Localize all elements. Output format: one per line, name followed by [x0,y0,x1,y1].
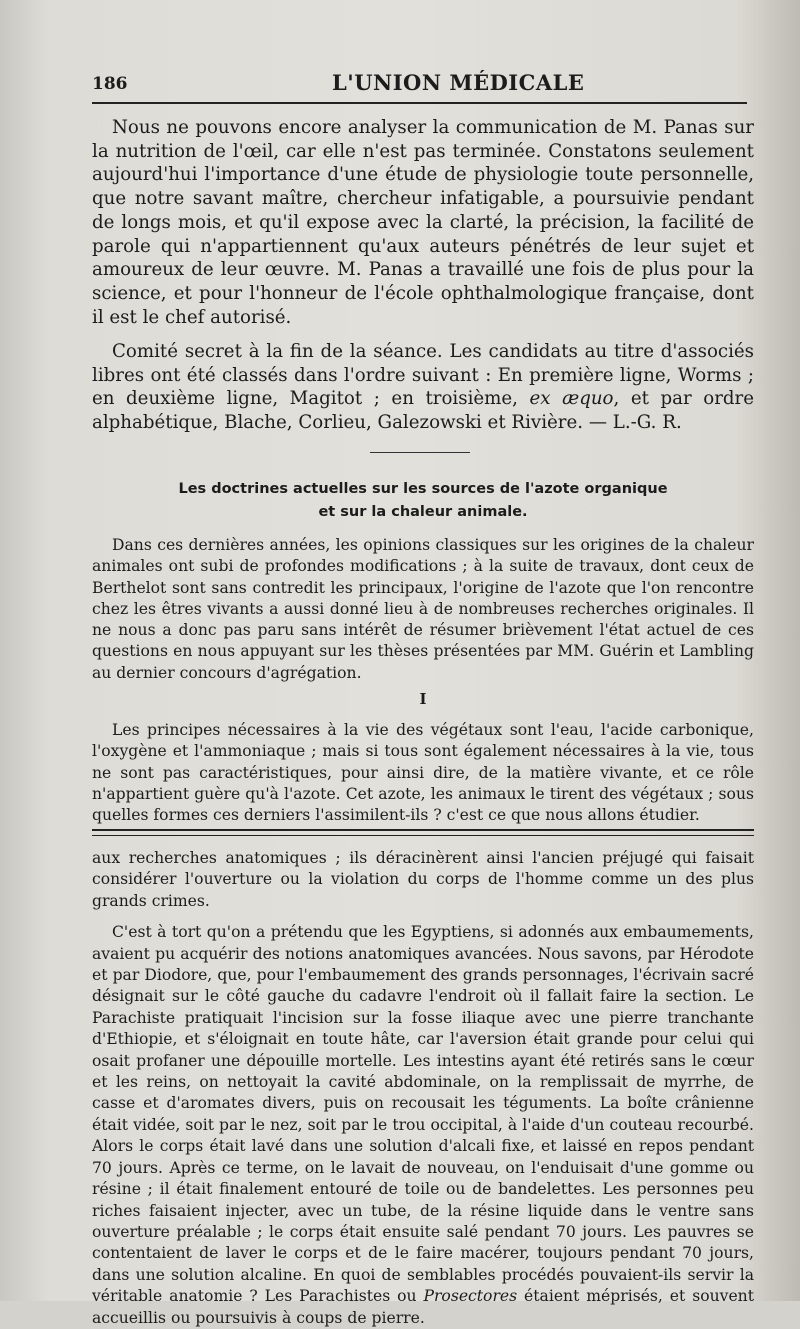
feuilleton-paragraph-2 [92,922,754,1329]
comite-italic: ex æquo [529,388,614,410]
page-header [92,70,747,100]
feuilleton-p2-text-after: étaient méprisés, et souvent accueillis ou poursuivis à coups de pierre. [92,1287,754,1327]
feuilleton-p2-italic: Prosectores [423,1287,518,1306]
feuilleton-section [92,848,754,1329]
article-intro [92,535,754,684]
feuilleton-p2-text-before: C'est à tort qu'on a prétendu que les Egyptiens, si adonnés aux embaumements, avaient pu acquérir des notions anatomiques avancées. Nous savons, par Hérodote et par Diodore, que, pour l'embaumement des grands personnages, l'écrivain sacré désignait sur le côté gauche du cadavre l'endroit où il fallait faire la section. Le Parachiste pratiquait l'incision sur la fosse iliaque avec une pierre tranchante d'Ethiopie, et s'éloignait en toute hâte, car l'aversion était grande pour celui qui osait profaner une dépouille mortelle. Les intestins ayant été retirés sans le cœur et les reins, on nettoyait la cavité abdominale, on la remplissait de myrrhe, de casse et d'aromates divers, puis on recousait les téguments. La boîte crânienne était vidée, soit par le nez, soit par le trou occipital, à l'aide d'un couteau recourbé. Alors le corps était lavé dans une solution d'alcali fixe, et laissé en repos pendant 70 jours. Après ce terme, on le lavait de nouveau, on l'enduisait d'une gomme ou résine ; il était finalement entouré de toile ou de bandelettes. Les personnes peu riches faisaient injecter, avec un tube, de la résine liquide dans le ventre sans ouverture préalable ; le corps était ensuite salé pendant 70 jours. Les pauvres se contentaient de laver le corps et de le faire macérer, toujours pendant 70 jours, dans une solution alcaline. En quoi de semblables procédés pouvaient-ils servir la véritable anatomie ? Les Parachistes ou [92,923,754,1306]
comite-signature: — L.-G. R. [588,412,682,434]
section-number: I [419,690,427,708]
feuilleton-continuation: aux recherches anatomiques ; ils déracinèrent ainsi l'ancien préjugé qui faisait considérer l'ouverture ou la violation du corps de l'homme comme un des plus grands crimes. [92,849,754,910]
comite-text-after: , et par ordre alphabétique, Blache, Corlieu, Galezowski et Rivière. [92,388,754,434]
header-rule [92,102,747,104]
article-intro-paragraph: Dans ces dernières années, les opinions classiques sur les origines de la chaleur animales ont subi de profondes modifications ; à la suite de travaux, dont ceux de Berthelot sont sans contredit les principaux, l'origine de l'azote que l'on rencontre chez les êtres vivants a aussi donné lieu à de nombreuses recherches originales. Il ne nous a donc pas paru sans intérêt de résumer brièvement l'état actuel de ces questions en nous appuyant sur les thèses présentées par MM. Guérin et Lambling au dernier concours d'agrégation. [92,536,754,682]
lead-paragraph: Nous ne pouvons encore analyser la communication de M. Panas sur la nutrition de l'œil, car elle n'est pas terminée. Constatons seulement aujourd'hui l'importance d'une étude de physiologie toute personnelle, que notre savant maître, chercheur infatigable, a poursuivie pendant de longs mois, et qu'il expose avec la clarté, la précision, la facilité de parole qui n'appartiennent qu'aux auteurs pénétrés de leur sujet et amoureux de leur œuvre. M. Panas a travaillé une fois de plus pour la science, et pour l'honneur de l'école ophthalmologique française, dont il est le chef autorisé. [92,117,754,328]
comite-text-before: Comité secret à la fin de la séance. Les candidats au titre d'associés libres ont été classés dans l'ordre suivant : En première ligne, Worms ; en deuxième ligne, Magitot ; en troisième, [92,341,754,410]
article-title-line1: Les doctrines actuelles sur les sources de l'azote organique [178,481,668,497]
comite-paragraph [92,340,754,435]
journal-title: L'UNION MÉDICALE [332,70,585,95]
page-number: 186 [92,74,128,94]
lead-section [92,116,754,329]
comite-section [92,340,754,435]
section-one-paragraph: Les principes nécessaires à la vie des végétaux sont l'eau, l'acide carbonique, l'oxygène et l'ammoniaque ; mais si tous sont également nécessaires à la vie, tous ne sont pas caractéristiques, pour ainsi dire, de la matière vivante, et ce rôle n'appartient guère qu'à l'azote. Cet azote, les animaux le tirent des végétaux ; sous quelles formes ces derniers l'assimilent-ils ? c'est ce que nous allons étudier. [92,721,754,825]
article-title-line2: et sur la chaleur animale. [318,504,528,520]
section-one [92,720,754,826]
feuilleton-rule [92,829,754,836]
section-separator [370,452,470,453]
